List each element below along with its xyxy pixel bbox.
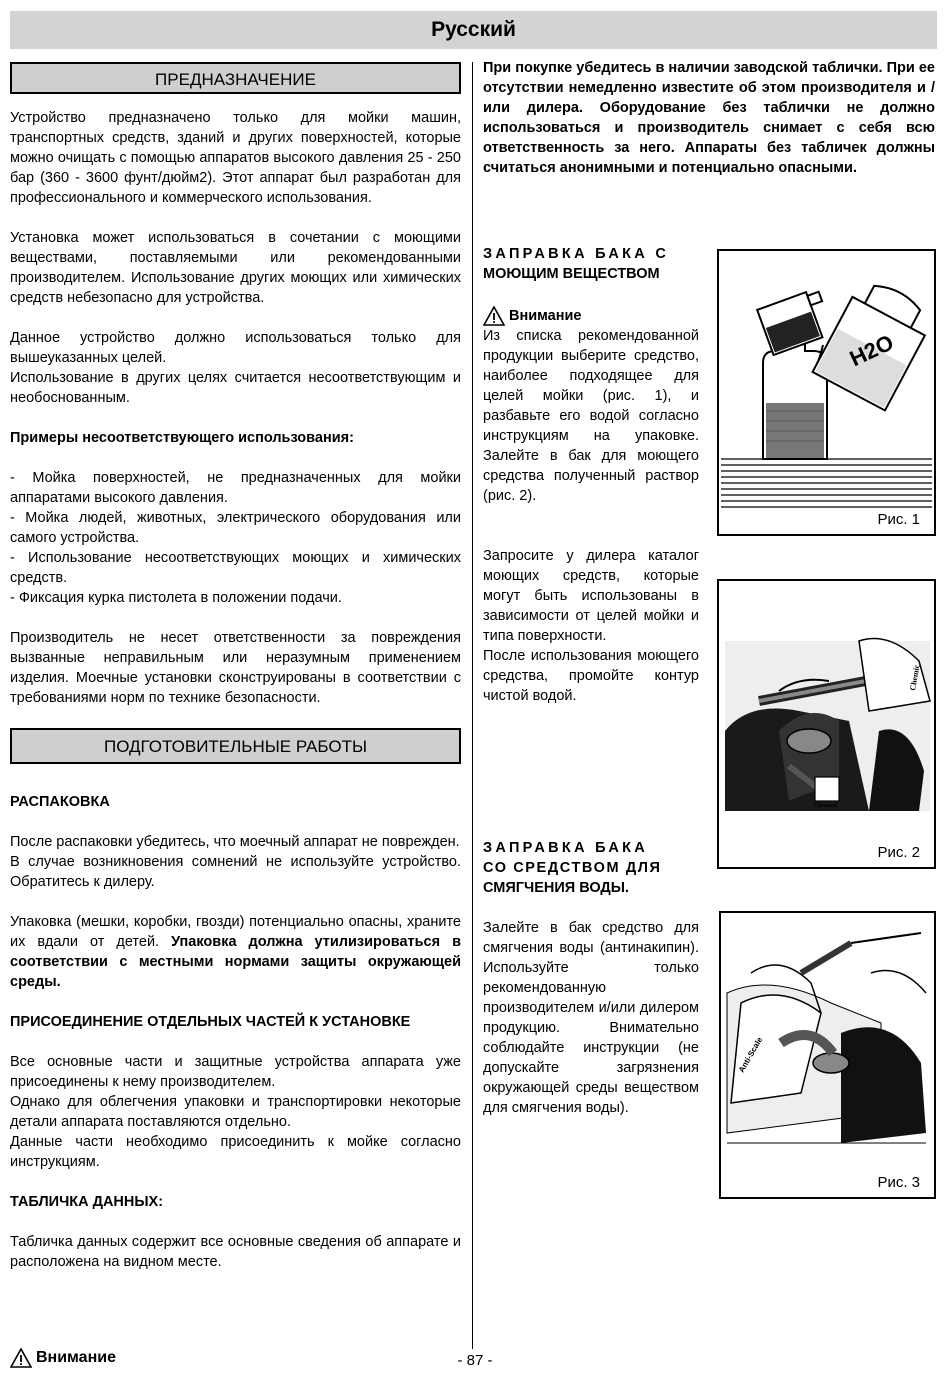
tank1-warning — [483, 306, 699, 326]
chemic-label: Chemic — [908, 663, 922, 692]
tank2-title-line-3: СМЯГЧЕНИЯ ВОДЫ. — [483, 880, 629, 896]
packaging-text: Упаковка (мешки, коробки, гвозди) потенциально опасны, храните их вдали от детей. — [10, 914, 461, 950]
section-title-purpose: ПРЕДНАЗНАЧЕНИЕ — [10, 62, 461, 94]
tank2-title-line-2: СО СРЕДСТВОМ ДЛЯ — [483, 860, 662, 876]
misuse-item: - Использование несоответствующих моющих и химических средств. — [10, 550, 461, 586]
packaging-disposal-text: Упаковка должна утилизироваться в соответствии с местными нормами защиты окружающей среды. — [10, 934, 461, 990]
unpacking-title: РАСПАКОВКА — [10, 794, 110, 810]
detergent-tank-illustration — [719, 581, 934, 867]
connection-title: ПРИСОЕДИНЕНИЕ ОТДЕЛЬНЫХ ЧАСТЕЙ К УСТАНОВКЕ — [10, 1014, 411, 1030]
purpose-paragraph-2: Установка может использоваться в сочетании с моющими веществами, поставляемыми или рекомендованными производителем. Использование других моющих или химических средств небезопасно для устройства. — [10, 230, 461, 306]
unpacking-text-2: В случае возникновения сомнений не используйте устройство. Обратитесь к дилеру. — [10, 854, 461, 890]
right-text-column — [483, 244, 699, 1118]
tank1-instructions: Из списка рекомендованной продукции выберите средство, наиболее подходящее для целей мойки (рис. 1), и разбавьте его водой согласно инструкциям на упаковке. Залейте в бак для моющего средства полученный раствор (рис. 2). — [483, 328, 699, 504]
figure-3-caption: Рис. 3 — [877, 1174, 920, 1191]
tank2-title-line-1: ЗАПРАВКА БАКА — [483, 840, 649, 856]
misuse-title: Примеры несоответствующего использования: — [10, 430, 354, 446]
catalog-text: Запросите у дилера каталог моющих средств, которые могут быть использованы в зависимости от целей мойки и типа поверхности. — [483, 548, 699, 644]
packaging-paragraph — [10, 912, 461, 992]
connection-text-1: Все основные части и защитные устройства аппарата уже присоединены к нему производителем. — [10, 1054, 461, 1090]
left-column — [10, 62, 461, 1272]
data-plate-text: Табличка данных содержит все основные сведения об аппарате и расположена на видном месте. — [10, 1234, 461, 1270]
tank1-title-line-1: ЗАПРАВКА БАКА С — [483, 246, 670, 262]
figure-2 — [717, 579, 936, 869]
page-number: - 87 - — [457, 1352, 493, 1369]
figure-2-caption: Рис. 2 — [877, 844, 920, 861]
rinse-text: После использования моющего средства, промойте контур чистой водой. — [483, 648, 699, 704]
detergent-mixing-illustration — [719, 251, 934, 534]
chemical-label: Chemical — [813, 803, 838, 809]
warning-label: Внимание — [36, 1349, 116, 1366]
tank2-instructions: Залейте в бак средство для смягчения воды (антинакипин). Используйте только рекомендованную производителем и/или дилером продукцию. Внимательно соблюдайте инструкции (не допускайте загрязнения окружающей среды веществом для смягчения воды). — [483, 920, 699, 1116]
figure-1-caption: Рис. 1 — [877, 511, 920, 528]
right-top — [483, 58, 935, 178]
anti-scale-label: Anti-Scale — [736, 1035, 765, 1074]
connection-text-3: Данные части необходимо присоединить к мойке согласно инструкциям. — [10, 1134, 461, 1170]
figure-3 — [719, 911, 936, 1199]
plate-warning-paragraph: При покупке убедитесь в наличии заводской таблички. При ее отсутствии немедленно известите об этом производителя и / или дилера. Оборудование без таблички не должно использоваться и производитель снимает с себя всю ответственность за него. Аппараты без табличек должны считаться анонимными и потенциально опасными. — [483, 60, 935, 176]
water-label: H2O — [845, 329, 898, 372]
section-title-preparation: ПОДГОТОВИТЕЛЬНЫЕ РАБОТЫ — [10, 728, 461, 764]
purpose-paragraph-1: Устройство предназначено только для мойки машин, транспортных средств, зданий и других поверхностей, которые можно очищать с помощью аппаратов высокого давления 25 - 250 бар (360 - 3600 фунт/дюйм2). Этот аппарат был разработан для профессионального и коммерческого использования. — [10, 110, 461, 206]
warning-triangle-icon — [483, 306, 505, 326]
misuse-item: - Мойка поверхностей, не предназначенных для мойки аппаратами высокого давления. — [10, 470, 461, 506]
connection-text-2: Однако для облегчения упаковки и транспортировки некоторые детали аппарата поставляются отдельно. — [10, 1094, 461, 1130]
data-plate-title: ТАБЛИЧКА ДАННЫХ: — [10, 1194, 164, 1210]
softener-tank-illustration — [721, 913, 934, 1197]
liability-paragraph: Производитель не несет ответственности за повреждения вызванные неправильным или неразумным применением изделия. Моечные установки сконструированы в соответствии с требованиями норм по технике безопасности. — [10, 630, 461, 706]
purpose-paragraph-3b: Использование в других целях считается несоответствующим и необоснованным. — [10, 370, 461, 406]
column-divider — [472, 62, 473, 1349]
figure-1 — [717, 249, 936, 536]
tank1-title-line-2: МОЮЩИМ ВЕЩЕСТВОМ — [483, 266, 660, 282]
misuse-item: - Фиксация курка пистолета в положении подачи. — [10, 590, 342, 606]
warning-label: Внимание — [509, 308, 582, 324]
unpacking-text-1: После распаковки убедитесь, что моечный аппарат не поврежден. — [10, 834, 460, 850]
misuse-item: - Мойка людей, животных, электрического оборудования или самого устройства. — [10, 510, 461, 546]
language-header: Русский — [10, 11, 937, 49]
purpose-paragraph-3a: Данное устройство должно использоваться только для вышеуказанных целей. — [10, 330, 461, 366]
